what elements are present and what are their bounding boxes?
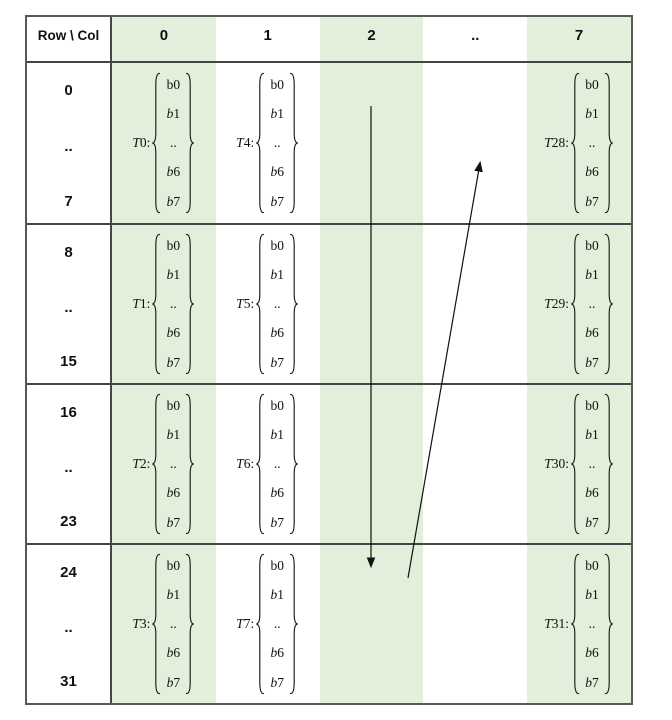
bit-item: b1 — [270, 587, 284, 603]
row-range-end: 31 — [60, 673, 77, 690]
bit-item-dots: .. — [588, 135, 596, 151]
thread-label: T29: — [544, 296, 569, 311]
bit-item: b1 — [166, 267, 181, 283]
left-brace-icon — [570, 233, 580, 375]
empty-cell — [320, 543, 424, 703]
right-brace-icon — [185, 72, 195, 214]
right-brace-icon — [185, 553, 195, 695]
row-range-start: 24 — [60, 564, 77, 581]
bit-item: b6 — [585, 485, 599, 501]
bit-item-dots: .. — [588, 456, 596, 472]
bit-item-dots: .. — [170, 135, 177, 151]
left-brace-icon — [255, 553, 265, 695]
thread-vector — [544, 72, 614, 214]
col-header-2 — [320, 17, 424, 63]
vector-cell-t2 — [112, 383, 216, 543]
thread-vector — [132, 393, 195, 535]
bit-item: b7 — [270, 354, 284, 370]
left-brace-icon — [255, 233, 265, 375]
bit-list — [161, 239, 185, 369]
vector-cell-t30 — [527, 383, 631, 543]
row-range-end: 15 — [60, 353, 77, 370]
bit-item-dots: .. — [273, 456, 281, 472]
bit-item: b6 — [166, 325, 181, 341]
row-range-start: 0 — [64, 82, 73, 99]
bit-item: b7 — [270, 674, 284, 690]
row-range-dots: .. — [64, 137, 73, 155]
bit-item: b7 — [166, 514, 181, 530]
thread-vector — [236, 553, 299, 695]
thread-vector — [132, 72, 195, 214]
thread-label: T31: — [544, 616, 569, 631]
bit-item: b6 — [270, 164, 284, 180]
empty-cell — [320, 383, 424, 543]
left-brace-icon — [570, 72, 580, 214]
row-range-dots: .. — [64, 618, 73, 636]
bit-item: b7 — [270, 514, 284, 530]
left-brace-icon — [570, 393, 580, 535]
col-header-label: 0 — [159, 26, 169, 44]
bit-item: b6 — [270, 645, 284, 661]
row-label-16-23 — [27, 383, 112, 543]
row-range-start: 8 — [64, 244, 73, 261]
thread-label: T1: — [132, 296, 151, 311]
right-brace-icon — [604, 553, 614, 695]
row-range-end: 23 — [60, 513, 77, 530]
thread-vector — [236, 233, 299, 375]
row-label-8-15 — [27, 223, 112, 383]
bit-list — [265, 78, 289, 208]
thread-vector — [132, 553, 195, 695]
bit-item-dots: .. — [170, 296, 177, 312]
bit-item-dots: .. — [170, 616, 177, 632]
bit-item: b1 — [585, 587, 599, 603]
bit-item-dots: .. — [273, 296, 281, 312]
thread-label: T2: — [132, 456, 151, 471]
thread-label: T30: — [544, 456, 569, 471]
empty-cell — [320, 63, 424, 223]
thread-vector — [236, 72, 299, 214]
vector-cell-t6 — [216, 383, 320, 543]
row-range-end: 7 — [64, 193, 73, 210]
vector-cell-t7 — [216, 543, 320, 703]
bit-item: b1 — [166, 106, 181, 122]
bit-item: b0 — [270, 77, 284, 92]
bit-list — [580, 239, 604, 369]
right-brace-icon — [604, 72, 614, 214]
thread-label: T3: — [132, 616, 151, 631]
col-header-label: .. — [471, 26, 480, 44]
right-brace-icon — [185, 233, 195, 375]
empty-cell — [423, 543, 527, 703]
bit-list — [580, 78, 604, 208]
col-header-1 — [216, 17, 320, 63]
right-brace-icon — [604, 233, 614, 375]
left-brace-icon — [255, 72, 265, 214]
bit-item: b0 — [270, 398, 284, 413]
thread-label: T0: — [132, 135, 151, 150]
thread-vector — [236, 393, 299, 535]
bit-item: b0 — [585, 238, 599, 253]
bit-item: b0 — [166, 77, 181, 92]
corner-header-label: Row \ Col — [37, 27, 100, 43]
thread-vector — [544, 233, 614, 375]
col-header-0 — [112, 17, 216, 63]
bit-item: b6 — [166, 164, 181, 180]
bit-item: b7 — [585, 514, 599, 530]
bit-item: b1 — [270, 267, 284, 283]
bit-list — [265, 559, 289, 689]
left-brace-icon — [151, 233, 161, 375]
left-brace-icon — [151, 72, 161, 214]
bit-item: b6 — [270, 325, 284, 341]
row-range-start: 16 — [60, 404, 77, 421]
right-brace-icon — [185, 393, 195, 535]
bit-item: b1 — [270, 106, 284, 122]
bit-item: b7 — [585, 674, 599, 690]
bit-item: b7 — [270, 193, 284, 209]
thread-vector — [544, 393, 614, 535]
bit-list — [161, 559, 185, 689]
bit-list — [161, 78, 185, 208]
vector-cell-t31 — [527, 543, 631, 703]
bit-item: b1 — [585, 427, 599, 443]
bit-item-dots: .. — [588, 616, 596, 632]
bit-item: b0 — [270, 558, 284, 573]
col-header-label: 1 — [263, 26, 272, 44]
col-header-label: 7 — [574, 26, 584, 44]
bit-item: b1 — [166, 587, 181, 603]
row-label-24-31 — [27, 543, 112, 703]
bit-item: b0 — [166, 398, 181, 413]
bit-item: b6 — [585, 645, 599, 661]
bit-item: b7 — [166, 674, 181, 690]
thread-label: T28: — [544, 135, 569, 150]
thread-mapping-table — [25, 15, 633, 705]
corner-header — [27, 17, 112, 63]
thread-label: T7: — [236, 616, 255, 631]
right-brace-icon — [289, 233, 299, 375]
bit-list — [161, 399, 185, 529]
bit-list — [265, 239, 289, 369]
bit-item: b0 — [585, 398, 599, 413]
bit-item: b7 — [166, 193, 181, 209]
bit-item: b7 — [166, 354, 181, 370]
vector-cell-t28 — [527, 63, 631, 223]
left-brace-icon — [255, 393, 265, 535]
thread-vector — [132, 233, 195, 375]
thread-label: T5: — [236, 296, 255, 311]
bit-item: b7 — [585, 354, 599, 370]
left-brace-icon — [151, 393, 161, 535]
bit-item: b0 — [585, 77, 599, 92]
vector-cell-t29 — [527, 223, 631, 383]
bit-item: b6 — [585, 325, 599, 341]
empty-cell — [423, 223, 527, 383]
right-brace-icon — [289, 393, 299, 535]
thread-label: T4: — [236, 135, 255, 150]
col-header-dots — [423, 17, 527, 63]
bit-item-dots: .. — [273, 616, 281, 632]
row-label-0-7 — [27, 63, 112, 223]
bit-item: b7 — [585, 193, 599, 209]
thread-vector — [544, 553, 614, 695]
bit-item-dots: .. — [170, 456, 177, 472]
empty-cell — [320, 223, 424, 383]
empty-cell — [423, 383, 527, 543]
bit-item-dots: .. — [273, 135, 281, 151]
vector-cell-t1 — [112, 223, 216, 383]
col-header-label: 2 — [367, 26, 376, 44]
bit-item: b1 — [270, 427, 284, 443]
bit-item: b6 — [585, 164, 599, 180]
empty-cell — [423, 63, 527, 223]
right-brace-icon — [289, 553, 299, 695]
bit-item: b0 — [270, 238, 284, 253]
bit-item: b1 — [166, 427, 181, 443]
bit-item: b1 — [585, 267, 599, 283]
bit-item: b0 — [166, 558, 181, 573]
row-range-dots: .. — [64, 298, 73, 316]
vector-cell-t0 — [112, 63, 216, 223]
row-range-dots: .. — [64, 458, 73, 476]
bit-item: b0 — [166, 238, 181, 253]
vector-cell-t4 — [216, 63, 320, 223]
right-brace-icon — [604, 393, 614, 535]
bit-list — [580, 399, 604, 529]
bit-list — [580, 559, 604, 689]
bit-item: b6 — [166, 645, 181, 661]
bit-item: b6 — [166, 485, 181, 501]
left-brace-icon — [151, 553, 161, 695]
bit-item: b1 — [585, 106, 599, 122]
bit-list — [265, 399, 289, 529]
left-brace-icon — [570, 553, 580, 695]
bit-item: b6 — [270, 485, 284, 501]
vector-cell-t3 — [112, 543, 216, 703]
right-brace-icon — [289, 72, 299, 214]
vector-cell-t5 — [216, 223, 320, 383]
bit-item-dots: .. — [588, 296, 596, 312]
thread-label: T6: — [236, 456, 255, 471]
col-header-7 — [527, 17, 631, 63]
bit-item: b0 — [585, 558, 599, 573]
